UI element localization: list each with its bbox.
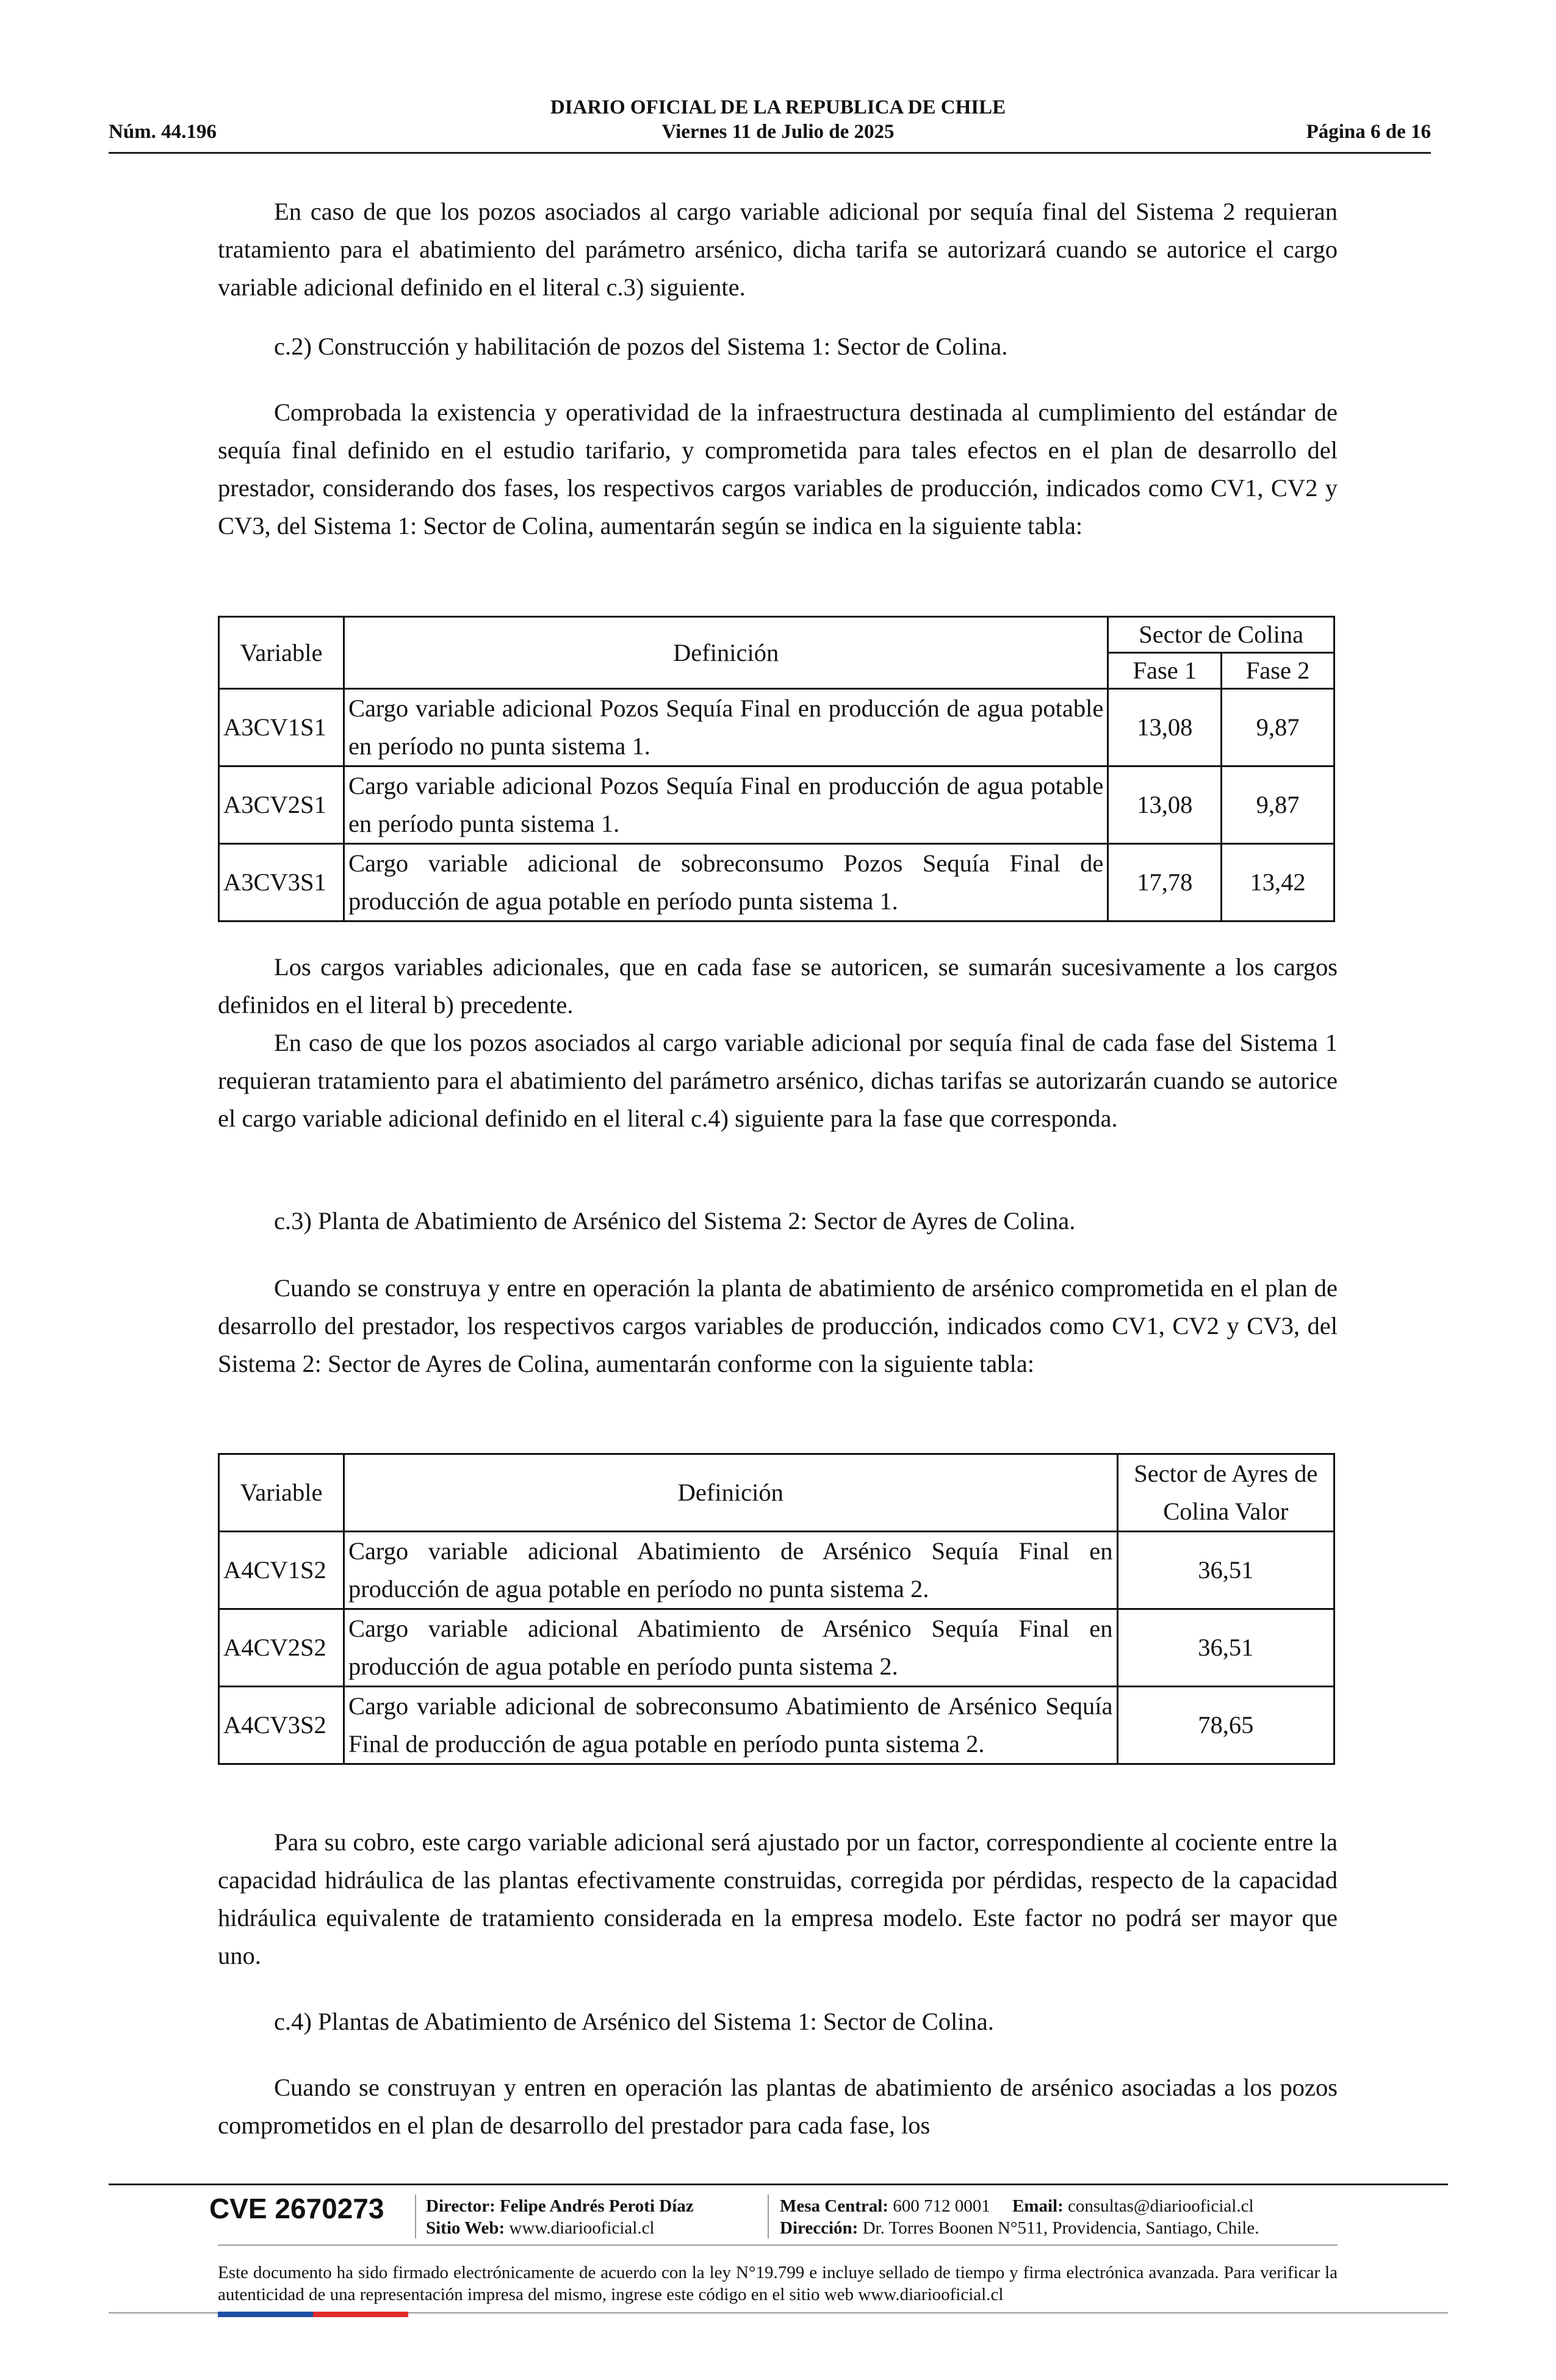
table-row [219, 1687, 1334, 1764]
cell-valor: 36,51 [1117, 1609, 1334, 1687]
cell-fase-2: 13,42 [1222, 844, 1334, 921]
cell-fase-1: 13,08 [1108, 689, 1222, 766]
cve-code: CVE 2670273 [209, 2193, 384, 2224]
header-fase-2: Fase 2 [1222, 653, 1334, 689]
table-row [219, 1532, 1334, 1609]
cell-definicion: Cargo variable adicional Pozos Sequía Final en producción de agua potable en período no punta sistema 1. [344, 689, 1108, 766]
paragraph-5: Cuando se construya y entre en operación la planta de abatimiento de arsénico comprometida en el plan de desarrollo del prestador, los respectivos cargos variables de producción, indicados como CV1, CV2 y CV3, del Sistema 2: Sector de Ayres de Colina, aumentarán conforme con la siguiente tabla: [218, 1274, 1338, 1377]
table-row [219, 766, 1334, 844]
header-definicion: Definición [344, 1454, 1117, 1532]
table-sector-ayres-colina [218, 1453, 1335, 1765]
footer-divider-2 [768, 2194, 769, 2238]
direccion-label: Dirección: [780, 2218, 859, 2238]
section-c3-heading: c.3) Planta de Abatimiento de Arsénico del Sistema 2: Sector de Ayres de Colina. [274, 1207, 1076, 1235]
header-fase-1: Fase 1 [1108, 653, 1222, 689]
cell-variable: A3CV1S1 [219, 689, 344, 766]
cell-definicion: Cargo variable adicional Abatimiento de Arsénico Sequía Final en producción de agua potable en período punta sistema 2. [344, 1609, 1117, 1687]
footer-director [426, 2195, 694, 2217]
footer-rule-top [109, 2183, 1448, 2185]
footer-mesa-central [780, 2195, 1254, 2217]
header-rule [109, 152, 1431, 154]
issue-date: Viernes 11 de Julio de 2025 [661, 121, 895, 143]
cell-definicion: Cargo variable adicional Abatimiento de Arsénico Sequía Final en producción de agua potable en período no punta sistema 2. [344, 1532, 1117, 1609]
paragraph-6: Para su cobro, este cargo variable adicional será ajustado por un factor, correspondiente al cociente entre la capacidad hidráulica de las plantas efectivamente construidas, corregida por pérdidas, respecto de la capacidad hidráulica equivalente de tratamiento considerada en la empresa modelo. Este factor no podrá ser mayor que uno. [218, 1828, 1338, 1969]
section-c4-heading: c.4) Plantas de Abatimiento de Arsénico del Sistema 1: Sector de Colina. [274, 2008, 994, 2035]
header-sector-colina: Sector de Colina [1108, 617, 1334, 653]
paragraph-7: Cuando se construyan y entren en operación las plantas de abatimiento de arsénico asociadas a los pozos comprometidos en el plan de desarrollo del prestador para cada fase, los [218, 2074, 1338, 2139]
mesa-phone: 600 712 0001 [893, 2196, 990, 2216]
paragraph-1: En caso de que los pozos asociados al cargo variable adicional por sequía final del Sistema 2 requieran tratamiento para el abatimiento del parámetro arsénico, dicha tarifa se autorizará cuando se autorice el cargo variable adicional definido en el literal c.3) siguiente. [218, 198, 1338, 301]
cell-variable: A3CV3S1 [219, 844, 344, 921]
paragraph-4: En caso de que los pozos asociados al cargo variable adicional por sequía final de cada fase del Sistema 1 requieran tratamiento para el abatimiento del parámetro arsénico, dichas tarifas se autorizarán cuando se autorice el cargo variable adicional definido en el literal c.4) siguiente para la fase que corresponda. [218, 1029, 1338, 1132]
table-row [219, 1609, 1334, 1687]
cell-fase-2: 9,87 [1222, 766, 1334, 844]
flag-blue-stripe [218, 2312, 313, 2317]
publication-title: DIARIO OFICIAL DE LA REPUBLICA DE CHILE [550, 96, 1006, 118]
mesa-label: Mesa Central: [780, 2196, 888, 2216]
director-name: Felipe Andrés Peroti Díaz [500, 2196, 694, 2216]
cell-fase-1: 13,08 [1108, 766, 1222, 844]
page-number: Página 6 de 16 [1306, 121, 1431, 143]
website-label: Sitio Web: [426, 2218, 505, 2238]
table-row [219, 844, 1334, 921]
email-address[interactable]: consultas@diariooficial.cl [1068, 2196, 1254, 2216]
header-variable: Variable [219, 1454, 344, 1532]
cell-variable: A4CV2S2 [219, 1609, 344, 1687]
flag-red-stripe [313, 2312, 408, 2317]
website-link[interactable]: www.diariooficial.cl [509, 2218, 655, 2238]
cell-fase-2: 9,87 [1222, 689, 1334, 766]
table-row [219, 689, 1334, 766]
header-variable: Variable [219, 617, 344, 689]
footer-legal-notice: Este documento ha sido firmado electrónicamente de acuerdo con la ley N°19.799 e incluye sellado de tiempo y firma electrónica avanzada. Para verificar la autenticidad de una representación impresa del mismo, ingrese este código en el sitio web www.diariooficial.cl [218, 2263, 1338, 2304]
paragraph-2: Comprobada la existencia y operatividad de la infraestructura destinada al cumplimiento del estándar de sequía final definido en el estudio tarifario, y comprometida para tales efectos en el plan de desarrollo del prestador, considerando dos fases, los respectivos cargos variables de producción, indicados como CV1, CV2 y CV3, del Sistema 1: Sector de Colina, aumentarán según se indica en la siguiente tabla: [218, 398, 1338, 539]
footer-website [426, 2217, 655, 2239]
cell-fase-1: 17,78 [1108, 844, 1222, 921]
cell-valor: 36,51 [1117, 1532, 1334, 1609]
cell-variable: A3CV2S1 [219, 766, 344, 844]
direccion-address: Dr. Torres Boonen N°511, Providencia, Santiago, Chile. [862, 2218, 1259, 2238]
paragraph-3: Los cargos variables adicionales, que en cada fase se autoricen, se sumarán sucesivamente a los cargos definidos en el literal b) precedente. [218, 953, 1338, 1019]
section-c2-heading: c.2) Construcción y habilitación de pozos del Sistema 1: Sector de Colina. [274, 333, 1008, 360]
cell-variable: A4CV3S2 [219, 1687, 344, 1764]
footer-divider-1 [415, 2194, 416, 2238]
header-sector-ayres-valor: Sector de Ayres de Colina Valor [1117, 1454, 1334, 1532]
cell-definicion: Cargo variable adicional de sobreconsumo Abatimiento de Arsénico Sequía Final de producción de agua potable en período punta sistema 2. [344, 1687, 1117, 1764]
cell-definicion: Cargo variable adicional Pozos Sequía Final en producción de agua potable en período punta sistema 1. [344, 766, 1108, 844]
cell-variable: A4CV1S2 [219, 1532, 344, 1609]
cell-valor: 78,65 [1117, 1687, 1334, 1764]
table-sector-colina [218, 616, 1335, 922]
issue-number: Núm. 44.196 [109, 121, 217, 143]
director-label: Director: [426, 2196, 495, 2216]
cell-definicion: Cargo variable adicional de sobreconsumo Pozos Sequía Final de producción de agua potable en período punta sistema 1. [344, 844, 1108, 921]
footer-direccion [780, 2217, 1259, 2239]
email-label: Email: [1012, 2196, 1064, 2216]
footer-rule-mid [218, 2245, 1338, 2246]
header-definicion: Definición [344, 617, 1108, 689]
